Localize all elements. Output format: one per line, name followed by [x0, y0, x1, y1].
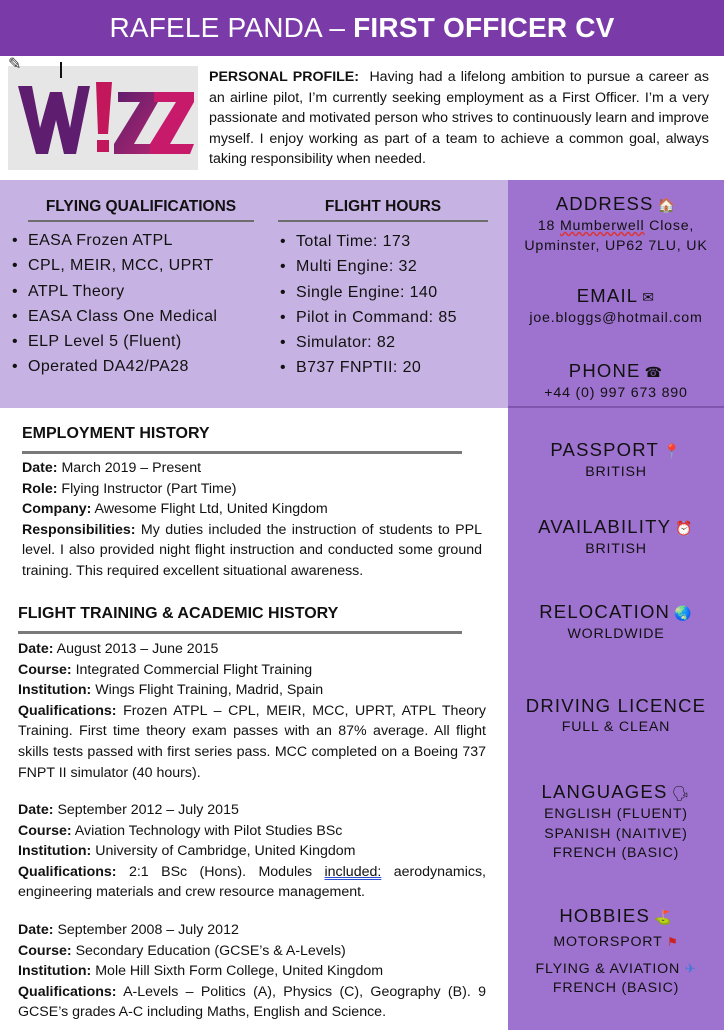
text-cursor: [60, 62, 62, 78]
hobby-flying: FLYING & AVIATION: [535, 960, 680, 977]
passport-label: PASSPORT: [550, 439, 659, 460]
course-label: Course:: [18, 822, 72, 839]
list-item: • Simulator: 82: [276, 330, 457, 355]
training-entry: [18, 920, 486, 1023]
list-item: • Total Time: 173: [276, 229, 457, 254]
employment-date: March 2019 – Present: [61, 460, 202, 476]
role-label: Role:: [22, 480, 58, 497]
speech-icon: 🗣: [671, 785, 691, 801]
driving-licence-block: [508, 694, 724, 738]
relocation-value: WORLDWIDE: [567, 626, 665, 642]
list-item: • EASA Class One Medical: [8, 304, 217, 329]
driving-licence-label: DRIVING LICENCE: [525, 695, 707, 716]
address-block: [508, 192, 724, 256]
email-value[interactable]: joe.bloggs@hotmail.com: [529, 310, 703, 326]
training-course: Integrated Commercial Flight Training: [75, 661, 313, 678]
training-date: August 2013 – June 2015: [56, 641, 219, 657]
candidate-name: RAFELE PANDA: [109, 12, 322, 43]
flying-qualifications-heading: FLYING QUALIFICATIONS: [45, 198, 237, 215]
phone-block: [508, 359, 724, 404]
training-entry: [18, 639, 486, 783]
phone-icon: ☎: [644, 364, 664, 380]
sidebar-divider: [508, 406, 724, 408]
date-label: Date:: [22, 460, 58, 476]
list-item: • ATPL Theory: [8, 279, 217, 304]
hobby-motorsport: MOTORSPORT: [553, 934, 663, 950]
training-qualifications: Frozen ATPL – CPL, MEIR, MCC, UPRT, ATPL Theory Training. First time theory exam passes with an 87% average. All flight skills tests passed with first series pass. MCC completed on a Boeing 737 FNPT II simulator (40 hours).: [18, 702, 486, 781]
relocation-label: RELOCATION: [539, 601, 671, 622]
course-label: Course:: [18, 661, 72, 678]
qualifications-label: Qualifications:: [18, 983, 117, 1000]
cv-header: [0, 0, 724, 56]
grammar-flagged-word: included:: [324, 863, 382, 880]
training-rule: [18, 631, 462, 634]
qualifications-label: Qualifications:: [18, 863, 117, 880]
availability-value: BRITISH: [585, 541, 647, 557]
phone-value: +44 (0) 997 673 890: [544, 385, 688, 401]
address-line1-end: Close,: [644, 218, 695, 234]
alarm-clock-icon: ⏰: [675, 520, 694, 536]
training-qualifications-end: aerodynamics, engineering materials and crew resource management.: [18, 863, 486, 901]
flight-hours-rule: [278, 220, 488, 222]
golf-icon: ⛳: [654, 909, 673, 925]
languages-block: [508, 780, 724, 864]
address-street-misspelled: Mumberwell: [559, 218, 645, 234]
address-label: ADDRESS: [555, 193, 654, 214]
driving-licence-value: FULL & CLEAN: [561, 719, 671, 735]
employment-history-heading: EMPLOYMENT HISTORY: [22, 425, 210, 442]
institution-label: Institution:: [18, 843, 92, 860]
list-item: • ELP Level 5 (Fluent): [8, 329, 217, 354]
header-separator: –: [321, 12, 354, 43]
personal-profile: [209, 67, 709, 170]
date-label: Date:: [18, 641, 54, 657]
list-item: • Operated DA42/PA28: [8, 354, 217, 379]
edit-pen-icon[interactable]: ✎: [8, 56, 22, 73]
airplane-icon: ✈: [684, 960, 697, 976]
passport-block: [508, 438, 724, 483]
employment-role: Flying Instructor (Part Time): [61, 480, 237, 497]
language-item: SPANISH (NAITIVE): [544, 825, 688, 842]
list-item: • CPL, MEIR, MCC, UPRT: [8, 253, 217, 278]
globe-icon: 🌏: [674, 605, 693, 621]
flight-hours-list: [276, 229, 457, 381]
company-label: Company:: [22, 501, 92, 518]
training-institution: Wings Flight Training, Madrid, Spain: [95, 682, 324, 699]
hobbies-label: HOBBIES: [559, 905, 650, 926]
profile-text: Having had a lifelong ambition to pursue a career as an airline pilot, I’m currently seeking employment as a First Officer. I’m a very passionate and motivated person who strives to continuously learn and improve myself. I enjoy working as part of a team to achieve a common goal, always taking responsibility when needed.: [209, 69, 709, 167]
hobby-item: [508, 933, 724, 953]
responsibilities-label: Responsibilities:: [22, 521, 136, 538]
race-car-icon: ⚑: [667, 935, 679, 949]
cv-title: FIRST OFFICER CV: [353, 12, 615, 43]
employment-responsibilities: My duties included the instruction of students to PPL level. I also provided night flight instruction and conducted some ground training. This required excellent situational awareness.: [22, 521, 482, 579]
language-item: ENGLISH (FLUENT): [544, 806, 688, 822]
qualifications-label: Qualifications:: [18, 702, 117, 719]
list-item: • EASA Frozen ATPL: [8, 228, 217, 253]
training-date: September 2012 – July 2015: [57, 802, 239, 818]
profile-label: PERSONAL PROFILE:: [209, 69, 359, 85]
wizz-logo: [8, 66, 198, 170]
list-item: • Single Engine: 140: [276, 280, 457, 305]
address-line1-start: 18: [537, 218, 560, 234]
list-item: • Pilot in Command: 85: [276, 305, 457, 330]
employment-rule: [22, 451, 462, 454]
pin-icon: 📍: [663, 443, 682, 459]
training-institution: Mole Hill Sixth Form College, United Kingdom: [95, 963, 384, 980]
hobbies-block: [508, 904, 724, 999]
employment-entry: [22, 458, 482, 582]
training-qualifications: A-Levels – Politics (A), Physics (C), Geography (B). 9 GCSE’s grades A-C including Maths, English and Science.: [18, 983, 486, 1021]
date-label: Date:: [18, 802, 54, 818]
training-history-heading: FLIGHT TRAINING & ACADEMIC HISTORY: [18, 605, 339, 622]
envelope-icon: ✉: [642, 289, 656, 305]
list-item: • B737 FNPTII: 20: [276, 355, 457, 380]
hobby-item: [508, 959, 724, 980]
hobby-item: FRENCH (BASIC): [552, 980, 680, 996]
date-label: Date:: [18, 922, 54, 938]
training-course: Aviation Technology with Pilot Studies BSc: [74, 822, 343, 839]
institution-label: Institution:: [18, 682, 92, 699]
address-line2: Upminster, UP62 7LU, UK: [524, 237, 708, 254]
list-item: • Multi Engine: 32: [276, 254, 457, 279]
employment-company: Awesome Flight Ltd, United Kingdom: [94, 501, 328, 518]
language-item: FRENCH (BASIC): [552, 845, 680, 861]
phone-label: PHONE: [568, 360, 641, 381]
house-icon: 🏠: [657, 197, 677, 213]
flight-hours-heading: FLIGHT HOURS: [324, 198, 442, 215]
training-entry: [18, 800, 486, 903]
training-institution: University of Cambridge, United Kingdom: [95, 843, 356, 860]
institution-label: Institution:: [18, 963, 92, 980]
languages-label: LANGUAGES: [541, 781, 668, 802]
qualifications-list: [8, 228, 217, 380]
training-course: Secondary Education (GCSE’s & A-Levels): [75, 942, 346, 959]
email-block: [508, 284, 724, 329]
course-label: Course:: [18, 942, 72, 959]
relocation-block: [508, 600, 724, 645]
availability-block: [508, 515, 724, 560]
passport-value: BRITISH: [585, 464, 647, 480]
email-label: EMAIL: [576, 285, 639, 306]
availability-label: AVAILABILITY: [538, 516, 672, 537]
qualifications-rule: [28, 220, 254, 222]
training-qualifications-start: 2:1 BSc (Hons). Modules: [128, 863, 325, 880]
training-date: September 2008 – July 2012: [57, 922, 239, 938]
wizz-logo-graphic: [8, 66, 198, 170]
